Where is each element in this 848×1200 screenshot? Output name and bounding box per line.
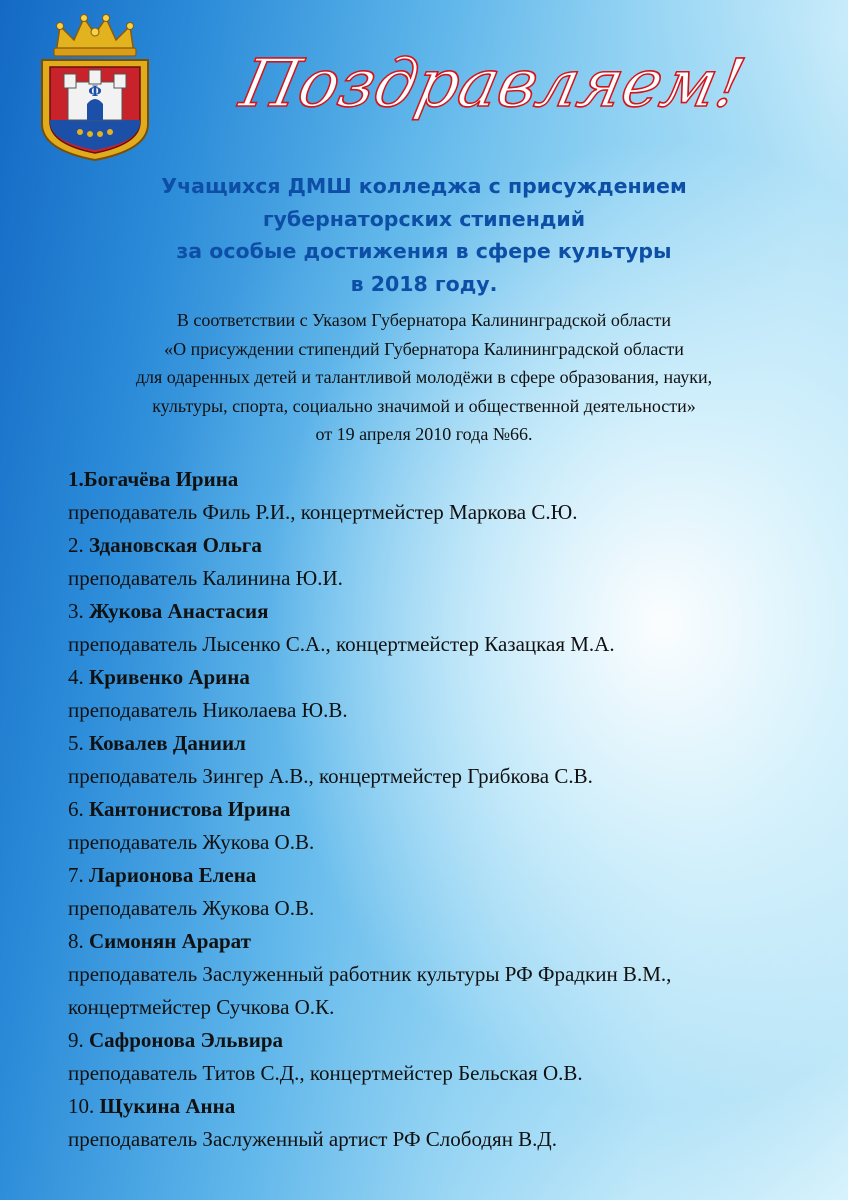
teacher-line: преподаватель Жукова О.В.: [68, 896, 315, 920]
student-name: Щукина Анна: [99, 1094, 236, 1118]
student-list: [68, 463, 828, 1156]
teacher-line: преподаватель Зингер А.В., концертмейстер Грибкова С.В.: [68, 764, 593, 788]
student-number: 2.: [68, 533, 89, 557]
teacher-line: преподаватель Заслуженный работник культуры РФ Фрадкин В.М.,: [68, 962, 672, 986]
list-item: [68, 859, 828, 925]
svg-text:Поздравляем!: Поздравляем!: [234, 44, 752, 122]
student-name: Симонян Арарат: [89, 929, 251, 953]
teacher-line: преподаватель Филь Р.И., концертмейстер Маркова С.Ю.: [68, 500, 578, 524]
list-item: [68, 925, 828, 1024]
decree-line: В соответствии с Указом Губернатора Калининградской области: [176, 310, 672, 330]
student-number: 6.: [68, 797, 89, 821]
list-item: [68, 1090, 828, 1156]
decree-line: культуры, спорта, социально значимой и общественной деятельности»: [152, 395, 696, 416]
student-name: Здановская Ольга: [89, 533, 262, 557]
title-line: в 2018 году.: [350, 271, 498, 296]
svg-text:Ф: Ф: [88, 84, 102, 100]
student-name: Богачёва Ирина: [83, 467, 239, 491]
student-name: Жукова Анастасия: [89, 599, 269, 623]
student-name: Кривенко Арина: [89, 665, 250, 689]
student-number: 10.: [68, 1094, 100, 1118]
scholarship-title: [0, 170, 848, 300]
list-item: [68, 463, 828, 529]
title-line: Учащихся ДМШ колледжа с присуждением: [161, 174, 687, 198]
student-number: 7.: [68, 863, 89, 887]
decree-line: от 19 апреля 2010 года №66.: [315, 424, 533, 444]
title-line: губернаторских стипендий: [262, 206, 586, 231]
teacher-line: преподаватель Жукова О.В.: [68, 830, 315, 854]
list-item: [68, 661, 828, 727]
student-number: 5.: [68, 731, 89, 755]
student-name: Сафронова Эльвира: [89, 1028, 284, 1052]
student-number: 4.: [68, 665, 89, 689]
decree-line: «О присуждении стипендий Губернатора Калининградской области: [164, 338, 684, 359]
teacher-line: преподаватель Николаева Ю.В.: [68, 698, 348, 722]
student-number: 9.: [68, 1028, 89, 1052]
list-item: [68, 727, 828, 793]
list-item: [68, 793, 828, 859]
teacher-line: преподаватель Титов С.Д., концертмейстер Бельская О.В.: [68, 1061, 583, 1085]
student-number: 1.: [68, 467, 84, 491]
list-item: [68, 595, 828, 661]
student-name: Ларионова Елена: [89, 863, 257, 887]
title-line: за особые достижения в сфере культуры: [176, 239, 672, 263]
teacher-line: преподаватель Заслуженный артист РФ Слободян В.Д.: [68, 1127, 558, 1151]
student-number: 3.: [68, 599, 89, 623]
congratulations-heading: [232, 28, 752, 138]
list-item: [68, 1024, 828, 1090]
teacher-line: преподаватель Лысенко С.А., концертмейстер Казацкая М.А.: [68, 632, 615, 656]
kaliningrad-coat-of-arms-icon: [34, 12, 156, 162]
student-name: Ковалев Даниил: [89, 731, 246, 755]
student-number: 8.: [68, 929, 89, 953]
student-name: Кантонистова Ирина: [89, 797, 291, 821]
teacher-line: концертмейстер Сучкова О.К.: [68, 995, 335, 1019]
decree-line: для одаренных детей и талантливой молодёжи в сфере образования, науки,: [135, 367, 713, 387]
list-item: [68, 529, 828, 595]
decree-reference: [0, 306, 848, 449]
teacher-line: преподаватель Калинина Ю.И.: [68, 566, 343, 590]
